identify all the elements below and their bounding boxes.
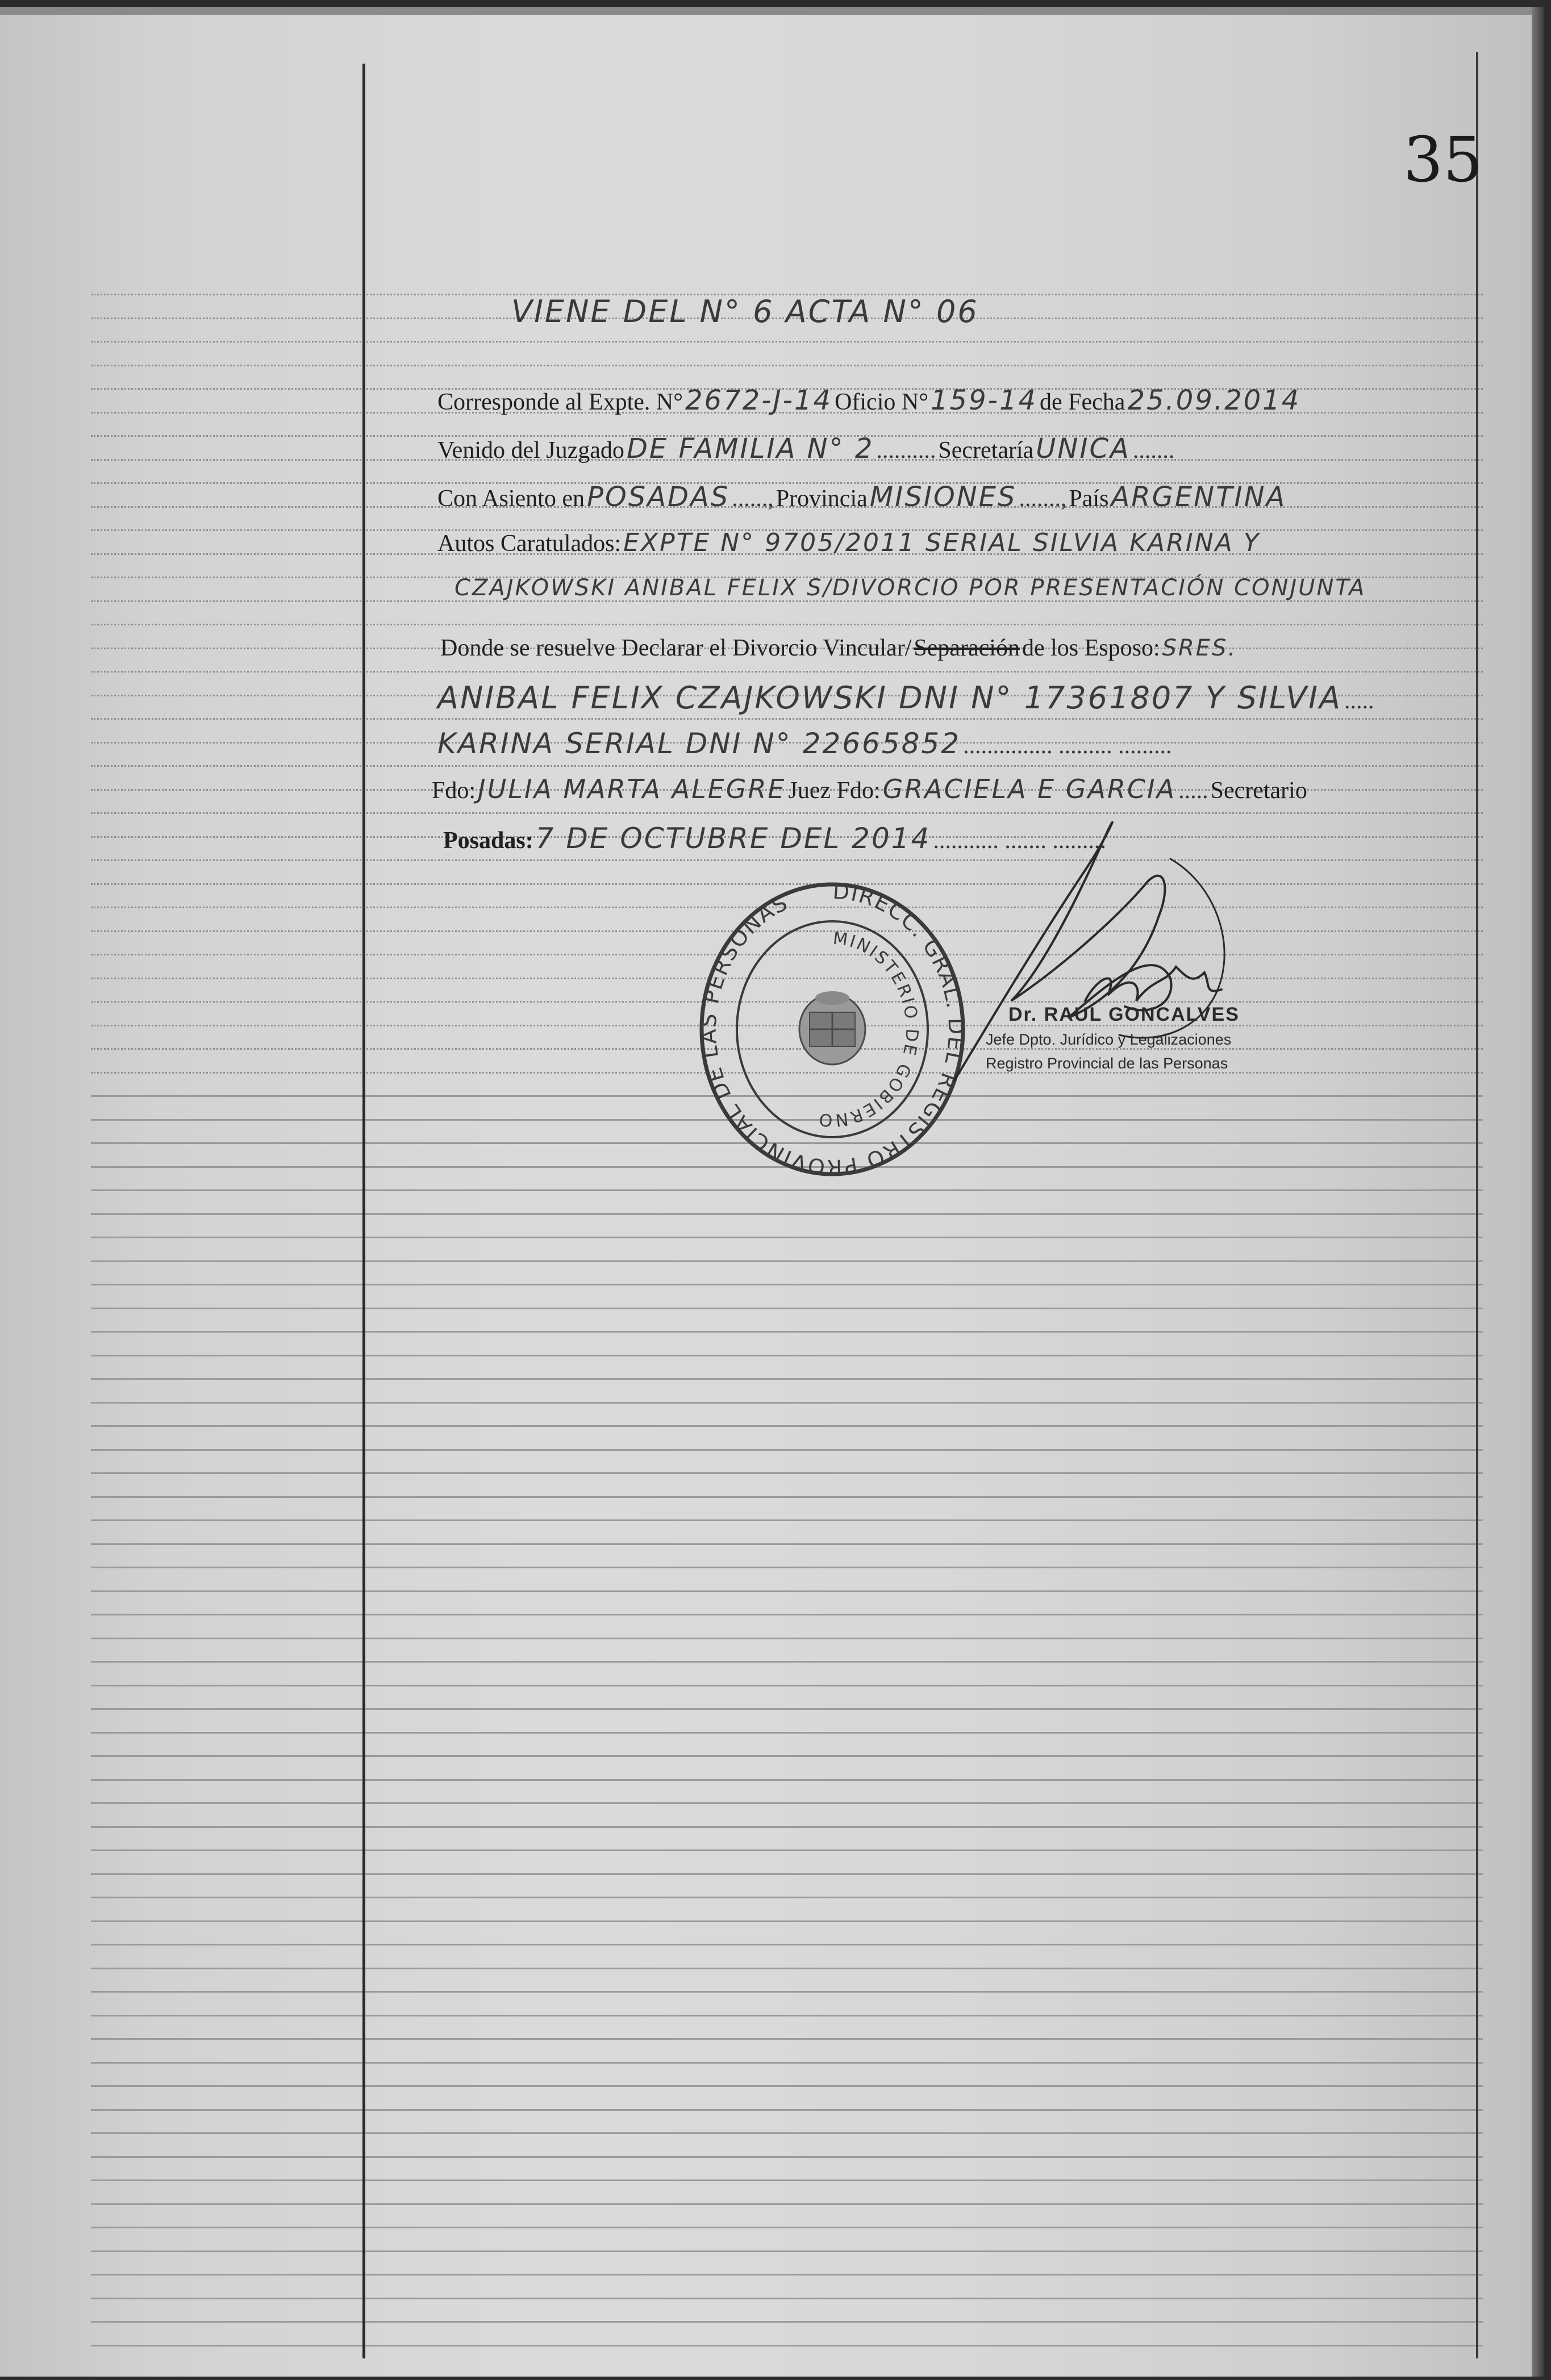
ruled-line — [91, 624, 1483, 625]
ruled-line — [91, 2015, 1483, 2016]
ruled-line — [91, 2298, 1483, 2299]
ruled-line — [91, 1567, 1483, 1568]
ruled-line — [91, 1425, 1483, 1427]
coat-of-arms-icon — [799, 991, 865, 1064]
seal-inner-text: MINISTERIO DE GOBIERNO — [816, 928, 922, 1130]
ruled-line — [91, 1614, 1483, 1615]
ruled-line — [91, 2085, 1483, 2087]
ruled-line — [91, 1472, 1483, 1474]
ruled-line — [91, 812, 1483, 814]
esposos-value-2: KARINA SERIAL DNI N° 22665852 — [437, 727, 961, 760]
ruled-line — [91, 1661, 1483, 1663]
ruled-line — [91, 2062, 1483, 2064]
juzgado-label: Venido del Juzgado — [437, 437, 624, 464]
ruled-line — [91, 1968, 1483, 1969]
ruled-line — [91, 1213, 1483, 1215]
expte-value: 2672-J-14 — [685, 385, 833, 416]
provincia-label: Provincia — [776, 486, 868, 512]
left-margin-line — [362, 64, 365, 2358]
ruled-line — [91, 2109, 1483, 2111]
seal-outer-text: DIRECC. GRAL. DEL REGISTRO PROVINCIAL DE LAS PERSONAS — [696, 879, 969, 1180]
asiento-label: Con Asiento en — [437, 486, 585, 512]
form-row-esposos-2: KARINA SERIAL DNI N° 22665852 ............... ......... ......... — [437, 727, 1172, 760]
ruled-line — [91, 671, 1483, 673]
expte-label: Corresponde al Expte. N° — [437, 389, 683, 415]
oficio-label: Oficio N° — [835, 389, 928, 415]
ruled-line — [91, 2156, 1483, 2158]
resuelve-tail: de los Esposo: — [1022, 635, 1160, 661]
juzgado-value: DE FAMILIA N° 2 — [626, 433, 874, 465]
ruled-line — [91, 1638, 1483, 1639]
ruled-line — [91, 1897, 1483, 1898]
ruled-line — [91, 1308, 1483, 1309]
ruled-line — [91, 1755, 1483, 1757]
ruled-line — [91, 1237, 1483, 1238]
right-margin-line — [1476, 52, 1478, 2358]
juez-label: Juez Fdo: — [788, 778, 881, 804]
ruled-line — [91, 2345, 1483, 2346]
form-row-autos — [437, 528, 1261, 557]
fdo-label: Fdo: — [432, 778, 476, 804]
resuelve-value: SRES. — [1162, 635, 1237, 661]
ruled-line — [91, 765, 1483, 767]
form-row-autos-cont — [455, 575, 1366, 601]
ruled-line — [91, 1920, 1483, 1922]
ruled-line — [91, 1590, 1483, 1592]
pais-value: ARGENTINA — [1111, 481, 1287, 513]
ruled-line — [91, 1873, 1483, 1875]
ruled-line — [91, 1802, 1483, 1804]
ruled-line — [91, 2227, 1483, 2228]
ruled-line — [91, 1331, 1483, 1333]
ruled-line — [91, 1449, 1483, 1451]
ruled-line — [91, 2203, 1483, 2205]
autos-value-1: EXPTE N° 9705/2011 SERIAL SILVIA KARINA Y — [623, 528, 1261, 557]
fecha-label: de Fecha — [1040, 389, 1125, 415]
form-row-fdo: Fdo: JULIA MARTA ALEGRE Juez Fdo: GRACIELA E GARCIA ..... Secretario — [432, 774, 1307, 804]
provincia-value: MISIONES — [869, 481, 1017, 513]
oficio-value: 159-14 — [931, 385, 1038, 416]
ruled-line — [91, 2274, 1483, 2275]
ruled-line — [91, 1991, 1483, 1993]
ruled-line — [91, 1260, 1483, 1262]
secretario-label: Secretario — [1210, 778, 1307, 804]
form-row-asiento: Con Asiento en POSADAS ......, Provincia MISIONES ......., País ARGENTINA — [437, 481, 1287, 513]
ruled-line — [91, 1543, 1483, 1545]
fdo-juez-value: JULIA MARTA ALEGRE — [478, 774, 786, 804]
page-top-edge — [0, 7, 1544, 15]
signatory-title-2: Registro Provincial de las Personas — [986, 1055, 1228, 1072]
form-row-esposos-1: ANIBAL FELIX CZAJKOWSKI DNI N° 17361807 Y SILVIA ..... — [437, 680, 1374, 716]
posadas-label: Posadas: — [443, 828, 533, 854]
ruled-line — [91, 859, 1483, 861]
ruled-line — [91, 1779, 1483, 1781]
ruled-line — [91, 1496, 1483, 1498]
ruled-line — [91, 1378, 1483, 1380]
asiento-value: POSADAS — [587, 481, 730, 513]
ruled-line — [91, 718, 1483, 720]
page-number: 35 — [1403, 123, 1483, 196]
ruled-line — [91, 2179, 1483, 2181]
ruled-line — [91, 2038, 1483, 2040]
secretaria-label: Secretaría — [938, 437, 1034, 464]
ledger-page — [0, 7, 1544, 2377]
ruled-line — [91, 1519, 1483, 1521]
ruled-line — [91, 1944, 1483, 1945]
autos-value-2: CZAJKOWSKI ANIBAL FELIX S/DIVORCIO POR PRESENTACIÓN CONJUNTA — [455, 575, 1366, 601]
ruled-line — [91, 1826, 1483, 1828]
ruled-line — [91, 2132, 1483, 2134]
header-note: VIENE DEL N° 6 ACTA N° 06 — [511, 294, 979, 329]
posadas-value: 7 DE OCTUBRE DEL 2014 — [535, 822, 931, 855]
ruled-line — [91, 1189, 1483, 1191]
ruled-line — [91, 1849, 1483, 1851]
resuelve-struck: Separación — [914, 635, 1020, 661]
pais-label: País — [1069, 486, 1109, 512]
ruled-line — [91, 1732, 1483, 1734]
ruled-line — [91, 1402, 1483, 1404]
ruled-line — [91, 1685, 1483, 1686]
form-row-expte — [437, 385, 1300, 416]
official-seal-stamp — [696, 879, 969, 1180]
fdo-secretario-value: GRACIELA E GARCIA — [882, 774, 1177, 804]
fecha-value: 25.09.2014 — [1127, 385, 1301, 416]
signatory-name: Dr. RAUL GONCALVES — [1008, 1004, 1240, 1025]
form-row-resuelve — [440, 634, 1237, 662]
esposos-value-1: ANIBAL FELIX CZAJKOWSKI DNI N° 17361807 Y SILVIA — [437, 680, 1342, 716]
resuelve-label: Donde se resuelve Declarar el Divorcio Vincular/ — [440, 635, 912, 661]
secretaria-value: UNICA — [1036, 433, 1131, 465]
form-row-posadas: Posadas: 7 DE OCTUBRE DEL 2014 ........... ....... ......... — [443, 822, 1106, 855]
ruled-line — [91, 2321, 1483, 2323]
ruled-line — [91, 1708, 1483, 1710]
ruled-line — [91, 2250, 1483, 2252]
form-row-juzgado: Venido del Juzgado DE FAMILIA N° 2 .......... Secretaría UNICA ....... — [437, 433, 1175, 465]
signatory-title-1: Jefe Dpto. Jurídico y Legalizaciones — [986, 1031, 1232, 1048]
ruled-line — [91, 1284, 1483, 1285]
ruled-line — [91, 365, 1483, 366]
autos-label: Autos Caratulados: — [437, 531, 622, 557]
ruled-line — [91, 341, 1483, 343]
ruled-line — [91, 1355, 1483, 1356]
